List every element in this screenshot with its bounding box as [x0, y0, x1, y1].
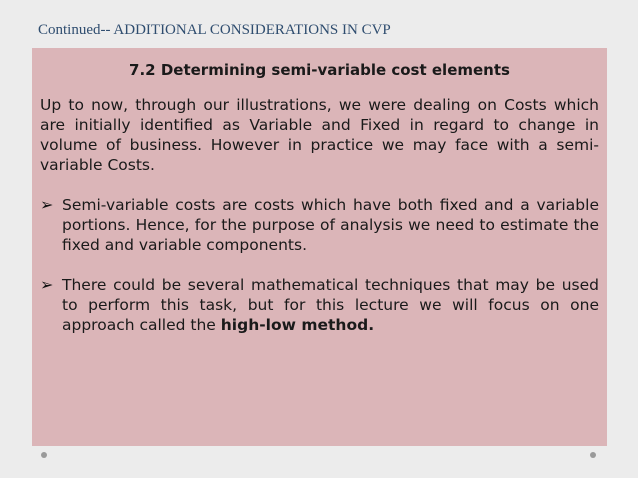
- arrow-bullet-icon: ➢: [40, 195, 54, 214]
- decorative-dot: [41, 452, 47, 458]
- section-heading: 7.2 Determining semi-variable cost elements: [129, 61, 510, 79]
- bullet-item: [40, 195, 599, 255]
- decorative-dot: [590, 452, 596, 458]
- bullet-text-plain: There could be several mathematical techniques that may be used to perform this task, but for this lecture we will focus on one approach called the: [62, 276, 599, 334]
- intro-paragraph: Up to now, through our illustrations, we were dealing on Costs which are initially identified as Variable and Fixed in regard to change in volume of business. However in practice we may face with a semi-variable Costs.: [40, 96, 599, 174]
- bullet-text-bold: high-low method.: [220, 316, 375, 334]
- bullet-text: Semi-variable costs are costs which have both fixed and a variable portions. Hence, for the purpose of analysis we need to estimate the fixed and variable components.: [62, 196, 599, 254]
- bullet-item: [40, 275, 599, 335]
- content-box: [32, 48, 607, 446]
- slide-title: Continued-- ADDITIONAL CONSIDERATIONS IN CVP: [38, 22, 391, 38]
- bullet-text: [62, 275, 599, 335]
- arrow-bullet-icon: ➢: [40, 275, 54, 294]
